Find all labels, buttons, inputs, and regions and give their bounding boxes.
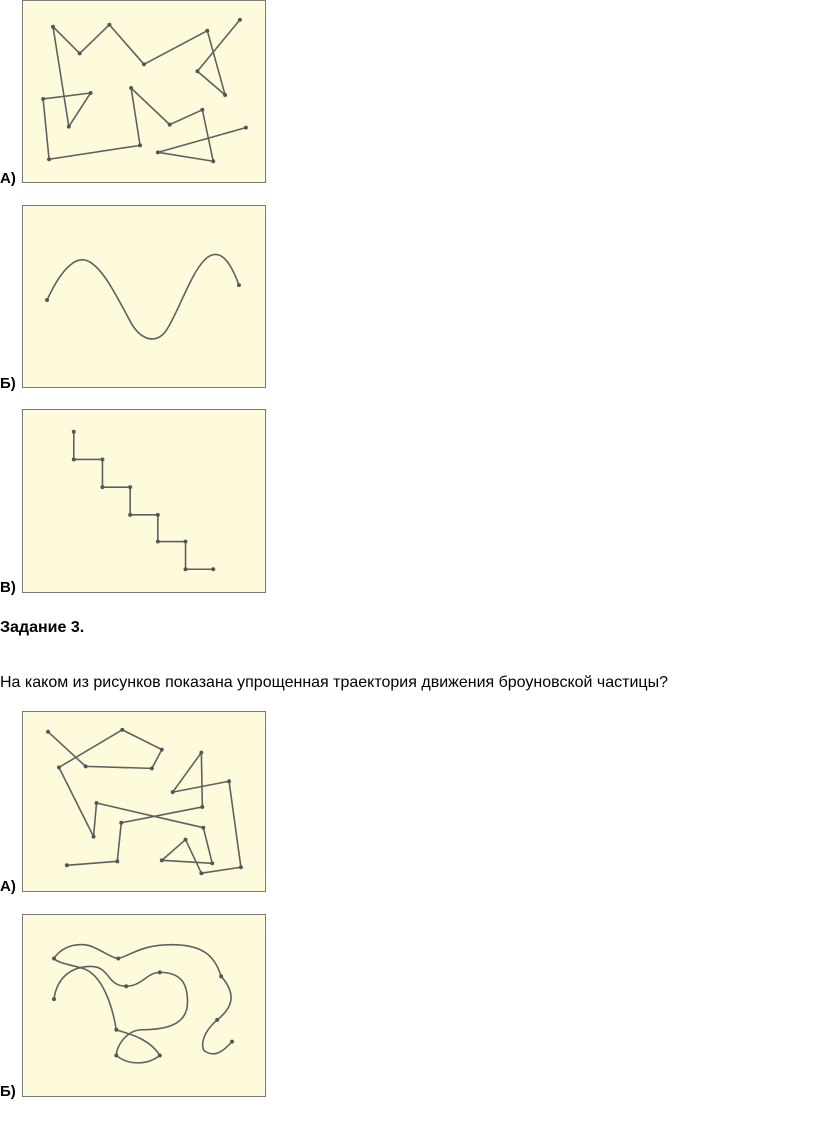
zigzag-trajectory	[23, 1, 265, 182]
task-figure-b-label: Б)	[0, 1083, 16, 1100]
trajectory-points	[41, 18, 248, 163]
figure-a-label: А)	[0, 170, 16, 187]
figure-b-sine-panel	[22, 205, 266, 388]
trajectory-line	[74, 432, 213, 569]
staircase-trajectory	[23, 410, 265, 592]
trajectory-points	[72, 430, 215, 571]
sine-trajectory	[23, 206, 265, 387]
trajectory-line	[48, 730, 241, 873]
curved-trajectory	[23, 915, 265, 1096]
task-figure-a-panel	[22, 711, 266, 892]
broken-line-trajectory	[23, 712, 265, 891]
figure-b-label: Б)	[0, 375, 16, 392]
figure-v-label: В)	[0, 579, 16, 596]
task-figure-b-panel	[22, 914, 266, 1097]
trajectory-line	[53, 20, 240, 95]
trajectory-line	[47, 254, 239, 338]
figure-a-zigzag-panel	[22, 0, 266, 183]
task-question: На каком из рисунков показана упрощенная траектория движения броуновской частицы?	[0, 674, 668, 691]
trajectory-points	[52, 957, 234, 1058]
task-figure-a-label: А)	[0, 878, 16, 895]
task-heading: Задание 3.	[0, 619, 85, 636]
trajectory-line	[54, 945, 232, 1063]
figure-v-staircase-panel	[22, 409, 266, 593]
